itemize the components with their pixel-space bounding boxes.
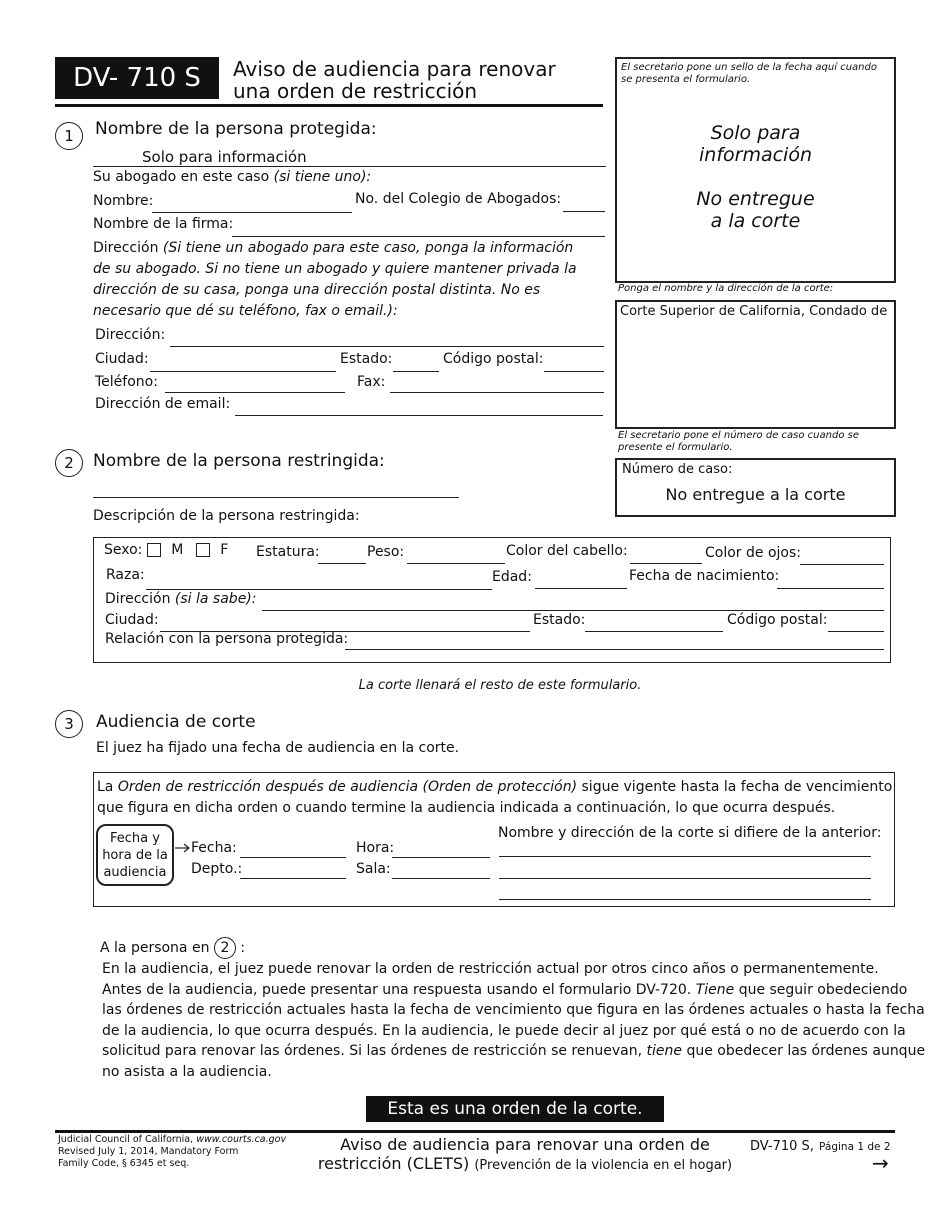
weight-label: Peso: — [367, 544, 405, 560]
restrained-address-field[interactable] — [262, 610, 884, 611]
footer-rule — [55, 1130, 895, 1133]
notice-heading-colon: : — [240, 940, 246, 956]
footer-left — [58, 1134, 286, 1170]
notice-heading-text: A la persona en — [100, 940, 210, 956]
stamp-text — [617, 122, 894, 232]
race-field[interactable] — [146, 589, 492, 590]
court-name-box — [615, 300, 896, 429]
restrained-zip-field[interactable] — [828, 631, 884, 632]
section-3-intro: El juez ha fijado una fecha de audiencia en la corte. — [96, 740, 460, 756]
phone-label: Teléfono: — [95, 374, 158, 390]
notice-line-5 — [102, 1041, 926, 1062]
form-code-badge: DV- 710 S — [55, 57, 219, 99]
stamp-line-3: No entregue — [696, 188, 815, 210]
order-statement-line2: que figura en dicha orden o cuando termine la audiencia indicada a continuación, lo que ocurra después. — [97, 800, 836, 816]
protected-name-value: Solo para información — [142, 148, 307, 166]
eye-field[interactable] — [800, 564, 884, 565]
bar-number-label: No. del Colegio de Abogados: — [355, 191, 562, 207]
address-instructions-line3: dirección de su casa, ponga una dirección postal distinta. No es — [93, 282, 541, 298]
notice-line-1: En la audiencia, el juez puede renovar la orden de restricción actual por otros cinco años o permanentemente. — [102, 961, 879, 977]
order-statement — [97, 777, 893, 819]
notice-line-2 — [102, 980, 908, 1001]
stamp-line-2: información — [699, 144, 812, 166]
form-title-line2: una orden de restricción — [233, 79, 478, 103]
email-label: Dirección de email: — [95, 396, 231, 412]
hearing-room-label: Sala: — [356, 861, 391, 877]
case-number-label: Número de caso: — [622, 462, 733, 477]
lawyer-intro-text: Su abogado en este caso — [93, 169, 270, 185]
eye-label: Color de ojos: — [705, 545, 801, 561]
court-name-value: Corte Superior de California, Condado de — [620, 304, 888, 319]
address-instructions — [93, 238, 577, 322]
order-statement-lead: La — [97, 779, 114, 795]
order-statement-order-name: Orden de restricción después de audiencia (Orden de protección) — [117, 779, 578, 795]
footer-code: Family Code, § 6345 et seq. — [58, 1158, 190, 1169]
age-field[interactable] — [535, 588, 627, 589]
state-label: Estado: — [340, 351, 393, 367]
address-instructions-line1 — [93, 238, 577, 259]
lawyer-intro — [93, 169, 371, 185]
case-number-box — [615, 458, 896, 517]
footer-site[interactable]: www.courts.ca.gov — [196, 1134, 287, 1145]
address-label: Dirección: — [95, 327, 166, 343]
case-number-value: No entregue a la corte — [665, 485, 846, 504]
restrained-zip-label: Código postal: — [727, 612, 828, 628]
footer-council-name: Judicial Council of California, — [58, 1134, 194, 1145]
court-fills-note: La corte llenará el resto de este formulario. — [358, 678, 642, 693]
section-1-heading: Nombre de la persona protegida: — [95, 119, 377, 139]
section-3-number: 3 — [55, 710, 83, 738]
address-instructions-line2: de su abogado. Si no tiene un abogado y quiere mantener privada la — [93, 261, 577, 277]
fax-label: Fax: — [357, 374, 386, 390]
hearing-room-field[interactable] — [392, 878, 490, 879]
notice-line-3: las órdenes de restricción actuales hasta la fecha de vencimiento que figura en las órdenes actuales o hasta la fecha — [102, 1002, 925, 1018]
height-field[interactable] — [318, 563, 366, 564]
state-field[interactable] — [393, 371, 439, 372]
notice-line-5-tail: que obedecer las órdenes aunque — [686, 1043, 926, 1059]
hair-field[interactable] — [630, 563, 702, 564]
relation-label: Relación con la persona protegida: — [105, 631, 349, 647]
court-order-banner: Esta es una orden de la corte. — [366, 1096, 664, 1122]
section-2-number: 2 — [55, 449, 83, 477]
hearing-dept-label: Depto.: — [191, 861, 243, 877]
email-field[interactable] — [235, 415, 603, 416]
weight-field[interactable] — [407, 563, 505, 564]
hearing-date-field[interactable] — [240, 857, 346, 858]
notice-line-5-emphasis: tiene — [646, 1043, 682, 1059]
restrained-desc-label: Descripción de la persona restringida: — [93, 508, 360, 524]
lawyer-name-label: Nombre: — [93, 193, 154, 209]
address-instructions-note: (Si tiene un abogado para este caso, ponga la información — [162, 240, 574, 256]
address-field[interactable] — [170, 346, 604, 347]
firm-name-field[interactable] — [232, 236, 605, 237]
badge-arrow-icon — [175, 838, 189, 848]
form-title — [233, 58, 556, 102]
footer-revised: Revised July 1, 2014, Mandatory Form — [58, 1146, 239, 1157]
section-2-heading: Nombre de la persona restringida: — [93, 451, 385, 471]
hearing-dept-field[interactable] — [240, 878, 346, 879]
notice-line-4: de la audiencia, lo que ocurra después. En la audiencia, le puede decir al juez por qué está o no de acuerdo con la — [102, 1022, 906, 1039]
court-box-caption: Ponga el nombre y la dirección de la corte: — [618, 283, 834, 294]
fax-field[interactable] — [390, 392, 604, 393]
lawyer-intro-note: (si tiene uno): — [273, 169, 372, 185]
footer-title-line2 — [290, 1154, 760, 1175]
header-rule — [55, 104, 603, 107]
footer-title-main: restricción (CLETS) — [317, 1154, 470, 1173]
address-instructions-line4: necesario que dé su teléfono, fax o email.): — [93, 303, 398, 319]
age-label: Edad: — [492, 569, 532, 585]
sex-row — [104, 542, 228, 558]
race-label: Raza: — [106, 567, 145, 583]
other-court-line-2[interactable] — [499, 878, 871, 879]
dob-field[interactable] — [777, 588, 884, 589]
height-label: Estatura: — [256, 544, 320, 560]
zip-label: Código postal: — [443, 351, 544, 367]
sex-m-label: M — [171, 542, 184, 558]
footer-title-sub: (Prevención de la violencia en el hogar) — [474, 1158, 733, 1173]
footer-page-number: Página 1 de 2 — [819, 1141, 891, 1153]
footer-council — [58, 1134, 286, 1146]
footer-title — [290, 1135, 760, 1175]
relation-field[interactable] — [345, 649, 884, 650]
case-box-caption: El secretario pone el número de caso cuando se presente el formulario. — [618, 430, 859, 453]
bar-number-field[interactable] — [563, 211, 605, 212]
footer-page — [750, 1135, 891, 1154]
notice-line-2-lead: Antes de la audiencia, puede presentar una respuesta usando el formulario DV-720. — [102, 981, 692, 998]
hearing-time-label: Hora: — [356, 840, 395, 856]
restrained-address-label-note: (si la sabe): — [174, 591, 257, 607]
notice-ref-circle: 2 — [214, 937, 236, 959]
hearing-date-label: Fecha: — [191, 840, 237, 856]
order-statement-tail: sigue vigente hasta la fecha de vencimiento — [581, 779, 893, 795]
clerk-stamp-note: El secretario pone un sello de la fecha aquí cuando se presenta el formulario. — [621, 62, 877, 85]
stamp-line-1: Solo para — [710, 122, 801, 144]
notice-line-6: no asista a la audiencia. — [102, 1063, 272, 1080]
hair-label: Color del cabello: — [506, 543, 628, 559]
stamp-line-4: a la corte — [710, 210, 801, 232]
firm-name-label: Nombre de la firma: — [93, 216, 234, 232]
sex-m-checkbox[interactable] — [147, 543, 161, 557]
city-field[interactable] — [150, 371, 336, 372]
sex-f-label: F — [220, 542, 229, 558]
notice-line-5-lead: solicitud para renovar las órdenes. Si las órdenes de restricción se renuevan, — [102, 1043, 643, 1059]
dob-label: Fecha de nacimiento: — [629, 568, 780, 584]
notice-body — [102, 959, 926, 1082]
protected-name-line[interactable] — [93, 166, 606, 167]
next-page-arrow-icon[interactable]: → — [872, 1151, 889, 1175]
zip-field[interactable] — [544, 371, 604, 372]
hearing-date-badge: Fecha y hora de la audiencia — [96, 824, 174, 886]
other-court-line-3[interactable] — [499, 899, 871, 900]
notice-line-2-emphasis: Tiene — [695, 981, 735, 998]
lawyer-name-field[interactable] — [152, 212, 352, 213]
form-title-line1: Aviso de audiencia para renovar — [233, 57, 556, 81]
notice-line-2-tail: que seguir obedeciendo — [738, 981, 908, 998]
restrained-city-label: Ciudad: — [105, 612, 159, 628]
hearing-time-field[interactable] — [392, 857, 490, 858]
order-statement-line1 — [97, 777, 893, 798]
phone-field[interactable] — [165, 392, 345, 393]
restrained-name-field[interactable] — [93, 497, 459, 498]
other-court-label: Nombre y dirección de la corte si difiere de la anterior: — [498, 825, 882, 841]
footer-form-code: DV-710 S, — [750, 1139, 814, 1154]
notice-heading — [100, 937, 245, 959]
sex-label: Sexo: — [104, 542, 143, 558]
section-1-number: 1 — [55, 122, 83, 150]
restrained-state-field[interactable] — [585, 631, 723, 632]
restrained-address-label-text: Dirección — [105, 591, 171, 607]
other-court-line-1[interactable] — [499, 856, 871, 857]
section-3-heading: Audiencia de corte — [96, 712, 256, 732]
address-instructions-intro: Dirección — [93, 240, 159, 256]
restrained-state-label: Estado: — [533, 612, 586, 628]
footer-title-line1: Aviso de audiencia para renovar una orden de — [340, 1135, 710, 1154]
clerk-stamp-box — [615, 57, 896, 283]
restrained-address-label — [105, 591, 257, 607]
sex-f-checkbox[interactable] — [196, 543, 210, 557]
city-label: Ciudad: — [95, 351, 149, 367]
